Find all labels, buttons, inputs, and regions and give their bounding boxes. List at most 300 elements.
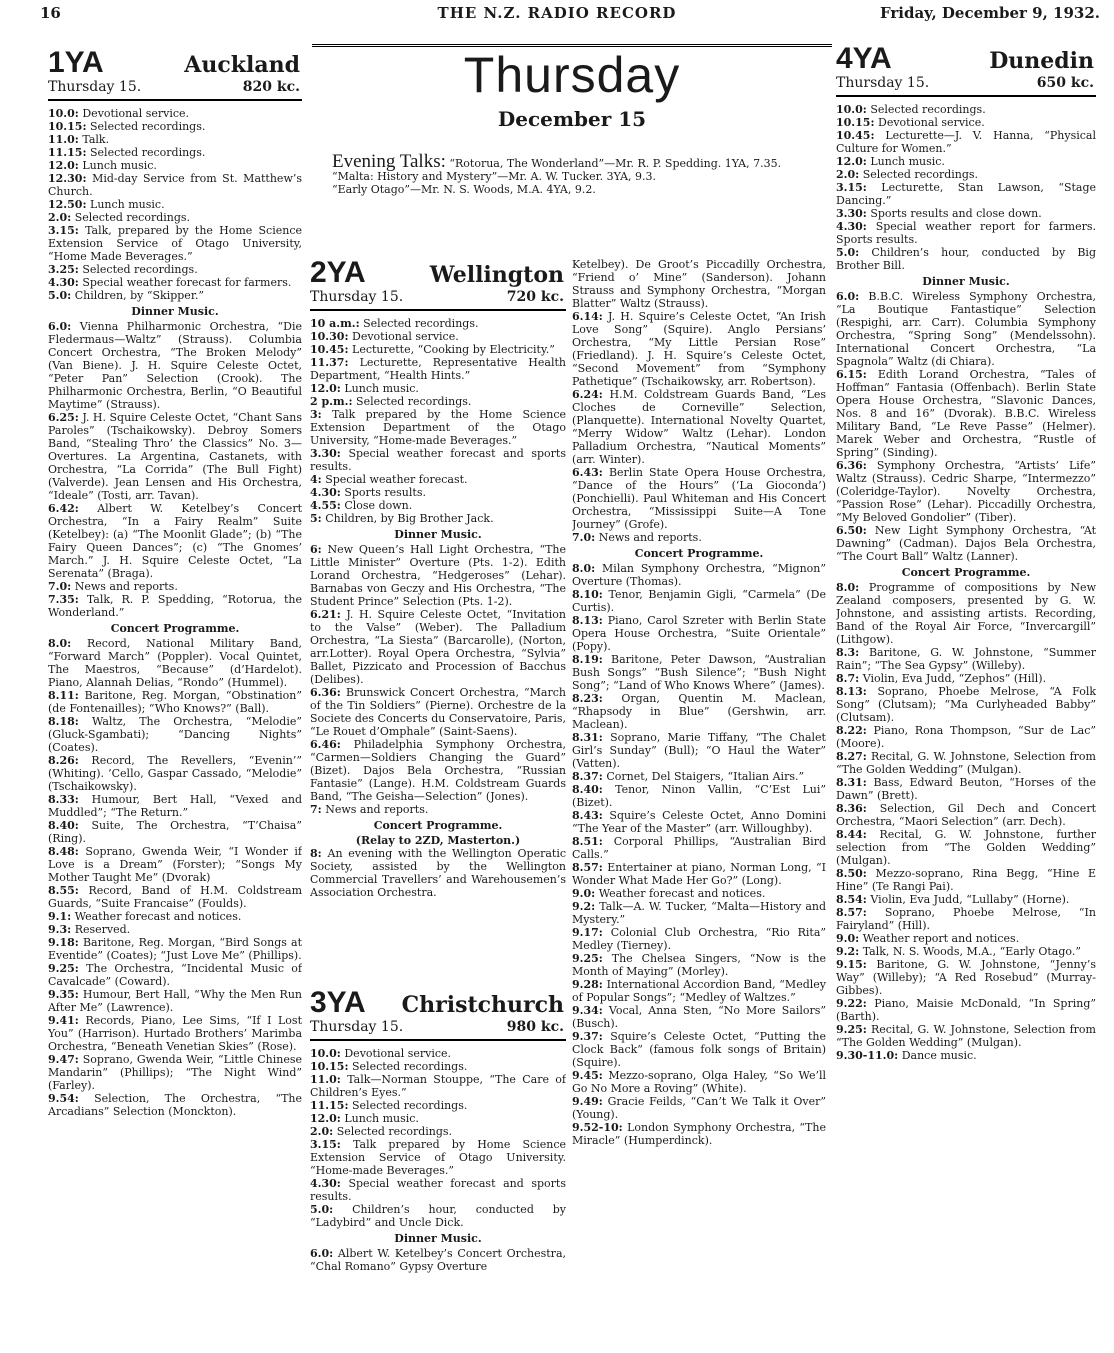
entry-time: 2.0: — [48, 211, 72, 224]
programme-entry — [310, 1203, 566, 1229]
entry-time: 9.47: — [48, 1053, 79, 1066]
entry-text: Soprano, Phoebe Melrose, “In Fairyland” (Hill). — [836, 906, 1096, 932]
station-frequency: 980 kc. — [506, 1019, 564, 1035]
programme-entry — [310, 1177, 566, 1203]
programme-entry — [836, 828, 1096, 867]
entry-text: Ketelbey). De Groot’s Piccadilly Orchestra, “Friend o’ Mine” (Sanderson). Johann Strauss and Symphony Orchestra, “Morgan Blatter” Waltz (Strauss). — [572, 258, 826, 310]
programme-entry — [48, 224, 302, 263]
entry-text: Edith Lorand Orchestra, “Tales of Hoffman” Fantasia (Offenbach). Berlin State Opera House Orchestra, “Slavonic Dances, Nos. 8 and 16” (Dvorak). B.B.C. Wireless Military Band, “Le Reve Passe” (Helmer). Marek Weber and Orchestra, “Rustle of Spring” (Sinding). — [836, 368, 1096, 459]
programme-entry — [836, 181, 1096, 207]
programme-entry — [310, 317, 566, 330]
entry-time: 9.34: — [572, 1004, 603, 1017]
entry-text: Milan Symphony Orchestra, “Mignon” Overture (Thomas). — [572, 562, 826, 588]
programme-entry — [48, 120, 302, 133]
entry-text: Albert W. Ketelbey’s Concert Orchestra, “Chal Romano” Gypsy Overture — [310, 1247, 566, 1273]
programme-list — [310, 317, 566, 899]
entry-text: Selected recordings. — [862, 168, 979, 181]
entry-time: 7.0: — [572, 531, 596, 544]
entry-text: New Light Symphony Orchestra, “At Dawning” (Cadman). Dajos Bela Orchestra, “The Court Ball” Waltz (Lanner). — [836, 524, 1096, 563]
banner-day: Thursday — [463, 47, 681, 103]
programme-entry — [836, 1049, 1096, 1062]
programme-entry — [572, 388, 826, 466]
entry-text: Selected recordings. — [336, 1125, 453, 1138]
entry-time: 8.51: — [572, 835, 603, 848]
entry-text: Baritone, G. W. Johnstone, “Jenny’s Way” (Willeby); “A Red Rosebud” (Murray-Gibbes). — [836, 958, 1096, 997]
entry-text: Baritone, Reg. Morgan, “Obstination” (de Fontenailles); “Who Knows?” (Ball). — [48, 689, 302, 715]
entry-time: 7.35: — [48, 593, 79, 606]
entry-time: 8.44: — [836, 828, 867, 841]
programme-entry — [572, 978, 826, 1004]
entry-time: 10.15: — [48, 120, 87, 133]
entry-text: Soprano, Marie Tiffany, “The Chalet Girl’s Sunday” (Bull); “O Haul the Water” (Vatten). — [572, 731, 826, 770]
entry-text: Special weather forecast and sports results. — [310, 1177, 566, 1203]
entry-text: Dance music. — [901, 1049, 977, 1062]
entry-text: Lecturette, Representative Health Department, “Health Hints.” — [310, 356, 566, 382]
programme-entry — [48, 411, 302, 502]
entry-text: Programme of compositions by New Zealand composers, presented by G. W. Johnstone, and assisting artists. Recording, Band of the Royal Air Force, “Invercargill” (Lithgow). — [836, 581, 1096, 646]
programme-entry — [836, 997, 1096, 1023]
programme-entry — [572, 614, 826, 653]
programme-entry — [310, 473, 566, 486]
entry-time: 9.3: — [48, 923, 72, 936]
programme-entry — [836, 581, 1096, 646]
programme-entry — [48, 1014, 302, 1053]
section-heading: Dinner Music. — [394, 528, 482, 541]
entry-time: 8.36: — [836, 802, 867, 815]
entry-text: Lunch music. — [82, 159, 157, 172]
entry-time: 8.40: — [572, 783, 603, 796]
entry-text: Lunch music. — [90, 198, 165, 211]
entry-time: 8.57: — [836, 906, 867, 919]
programme-entry — [310, 738, 566, 803]
programme-entry — [48, 211, 302, 224]
entry-time: 6.0: — [310, 1247, 334, 1260]
station-day: Thursday 15. — [310, 289, 404, 305]
entry-time: 11.15: — [48, 146, 87, 159]
entry-time: 12.30: — [48, 172, 87, 185]
entry-text: The Orchestra, “Incidental Music of Cavalcade” (Coward). — [48, 962, 302, 988]
programme-entry — [572, 1069, 826, 1095]
programme-entry — [836, 524, 1096, 563]
entry-text: Lecturette, Stan Lawson, “Stage Dancing.” — [836, 181, 1096, 207]
talk-line: “Early Otago”—Mr. N. S. Woods, M.A. 4YA, 9.2. — [332, 183, 596, 196]
entry-text: Organ, Quentin M. Maclean, “Rhapsody in Blue” (Gershwin, arr. Maclean). — [572, 692, 826, 731]
programme-entry — [836, 685, 1096, 724]
entry-text: Selection, Gil Dech and Concert Orchestra, “Maori Selection” (arr. Dech). — [836, 802, 1096, 828]
programme-entry — [836, 220, 1096, 246]
entry-text: H.M. Coldstream Guards Band, “Les Cloches de Corneville” Selection, (Planquette). International Novelty Quartet, “Merry Widow” Waltz (Lehar). London Palladium Orchestra, “Nautical Moments” (arr. Winter). — [572, 388, 826, 466]
programme-list — [572, 258, 826, 1147]
entry-text: An evening with the Wellington Operatic Society, assisted by the Wellington Commercial Travellers’ and Warehousemen’s Association Orchestra. — [310, 847, 566, 899]
entry-text: Children, by “Skipper.” — [74, 289, 204, 302]
entry-text: The Chelsea Singers, “Now is the Month of Maying” (Morley). — [572, 952, 826, 978]
entry-time: 4.30: — [310, 1177, 341, 1190]
programme-entry — [836, 906, 1096, 932]
entry-text: Weather report and notices. — [862, 932, 1020, 945]
entry-text: International Accordion Band, “Medley of Popular Songs”; “Medley of Waltzes.” — [572, 978, 826, 1004]
programme-entry — [48, 1053, 302, 1092]
entry-time: 8.43: — [572, 809, 603, 822]
entry-time: 6.14: — [572, 310, 603, 323]
entry-text: J. H. Squire Celeste Octet, “Chant Sans Paroles” (Tschaikowsky). Debroy Somers Band, “Stealing Thro’ the Classics” No. 3—Overtures. La Argentina, Castanets, with Orchestra, “La Corrida” (The Bull Fight) (Valverde). Jean Lensen and His Orchestra, “Ideale” (Tosti, arr. Tavan). — [48, 411, 302, 502]
entry-text: Talk—Norman Stouppe, “The Care of Children’s Eyes.” — [310, 1073, 566, 1099]
programme-list — [48, 107, 302, 1118]
programme-entry — [572, 653, 826, 692]
entry-time: 8.0: — [48, 637, 72, 650]
programme-entry — [48, 689, 302, 715]
programme-entry — [48, 580, 302, 593]
entry-time: 9.28: — [572, 978, 603, 991]
programme-entry — [836, 290, 1096, 368]
programme-entry — [310, 1138, 566, 1177]
programme-entry — [836, 867, 1096, 893]
entry-time: 8.26: — [48, 754, 79, 767]
column-3ya-continued — [572, 258, 826, 1348]
entry-text: Tenor, Benjamin Gigli, “Carmela” (De Curtis). — [572, 588, 826, 614]
publication-title: THE N.Z. RADIO RECORD — [437, 4, 677, 22]
station-city: Dunedin — [989, 48, 1094, 74]
entry-text: Selection, The Orchestra, “The Arcadians” Selection (Monckton). — [48, 1092, 302, 1118]
entry-time: 3.25: — [48, 263, 79, 276]
entry-time: 6.21: — [310, 608, 341, 621]
entry-text: Special weather forecast. — [325, 473, 468, 486]
entry-time: 10.0: — [48, 107, 79, 120]
entry-text: Selected recordings. — [90, 120, 206, 133]
station-header-1ya — [48, 48, 302, 95]
programme-entry — [310, 499, 566, 512]
entry-text: J. H. Squire’s Celeste Octet, “An Irish Love Song” (Squire). Anglo Persians’ Orchestra, “My Little Persian Rose” (Friedland). J. H. Squire’s Celeste Octet, “Second Movement” from “Symphony Pathetique” (Tschaikowsky, arr. Robertson). — [572, 310, 826, 388]
station-frequency: 820 kc. — [242, 79, 300, 95]
entry-time: 8.48: — [48, 845, 79, 858]
entry-text: Soprano, Gwenda Weir, “Little Chinese Mandarin” (Phillips); “The Night Wind” (Farley). — [48, 1053, 302, 1092]
programme-entry — [836, 932, 1096, 945]
entry-text: Vienna Philharmonic Orchestra, “Die Fledermaus—Waltz” (Strauss). Columbia Concert Orchestra, “The Broken Melody” (Van Biene). J. H. Squire Celeste Octet, “Peter Pan” Selection (Crook). The Philharmonic Orchestra, Berlin, “O Beautiful Maytime” (Strauss). — [48, 320, 302, 411]
entry-time: 7: — [310, 803, 322, 816]
programme-entry — [48, 276, 302, 289]
entry-text: Recital, G. W. Johnstone, further selection from “The Golden Wedding” (Mulgan). — [836, 828, 1096, 867]
entry-text: Selected recordings. — [82, 263, 198, 276]
entry-time: 8.13: — [572, 614, 603, 627]
programme-entry — [310, 512, 566, 525]
section-heading: Concert Programme. — [901, 566, 1031, 579]
programme-entry — [310, 486, 566, 499]
entry-text: Suite, The Orchestra, “T’Chaisa” (Ring). — [48, 819, 302, 845]
entry-text: Close down. — [344, 499, 413, 512]
entry-text: Lunch music. — [870, 155, 945, 168]
entry-text: Talk, R. P. Spedding, “Rotorua, the Wonderland.” — [48, 593, 302, 619]
programme-entry — [310, 382, 566, 395]
entry-time: 12.0: — [48, 159, 79, 172]
station-header-3ya — [310, 988, 566, 1035]
entry-text: Gracie Feilds, “Can’t We Talk it Over” (Young). — [572, 1095, 826, 1121]
entry-time: 10.45: — [836, 129, 875, 142]
evening-talks-label: Evening Talks: — [332, 151, 446, 172]
entry-text: Albert W. Ketelbey’s Concert Orchestra, “In a Fairy Realm” Suite (Ketelbey): (a) “The Moonlit Glade”; (b) “The Fairy Queen Dances”; (c) “The Gnomes’ March.” J. H. Squire Celeste Octet, “La Serenata” (Braga). — [48, 502, 302, 580]
entry-time: 6.0: — [836, 290, 860, 303]
programme-entry — [836, 1023, 1096, 1049]
programme-entry — [48, 502, 302, 580]
station-day: Thursday 15. — [836, 75, 930, 91]
programme-entry — [572, 1095, 826, 1121]
entry-text: Entertainer at piano, Norman Long, “I Wonder What Made Her Go?” (Long). — [572, 861, 826, 887]
programme-entry — [572, 952, 826, 978]
entry-time: 8.50: — [836, 867, 867, 880]
entry-text: Piano, Carol Szreter with Berlin State Opera House Orchestra, “Suite Orientale” (Popy). — [572, 614, 826, 653]
entry-text: Record, National Military Band, “Forward March” (Poppler). Vocal Quintet, The Maestros, “Because” (d’Hardelot). Piano, Alannah Delias, “Rondo” (Hummel). — [48, 637, 302, 689]
entry-time: 5.0: — [310, 1203, 334, 1216]
entry-text: Tenor, Ninon Vallin, “C’Est Lui” (Bizet). — [572, 783, 826, 809]
entry-text: Record, Band of H.M. Coldstream Guards, “Suite Francaise” (Foulds). — [48, 884, 302, 910]
entry-text: Sports results. — [344, 486, 426, 499]
column-4ya — [836, 44, 1096, 1348]
programme-entry — [48, 936, 302, 962]
entry-time: 10.0: — [310, 1047, 341, 1060]
entry-time: 4.30: — [48, 276, 79, 289]
entry-time: 5.0: — [48, 289, 72, 302]
entry-text: Devotional service. — [82, 107, 190, 120]
entry-text: Lecturette, “Cooking by Electricity.” — [352, 343, 555, 356]
programme-entry — [48, 159, 302, 172]
entry-time: 9.0: — [572, 887, 596, 900]
programme-entry — [572, 1121, 826, 1147]
programme-entry — [310, 356, 566, 382]
programme-entry — [48, 923, 302, 936]
entry-text: Lecturette—J. V. Hanna, “Physical Culture for Women.” — [836, 129, 1096, 155]
programme-entry — [310, 395, 566, 408]
entry-text: Corporal Phillips, “Australian Bird Calls.” — [572, 835, 826, 861]
programme-entry — [310, 1060, 566, 1073]
programme-entry — [310, 608, 566, 686]
programme-entry — [836, 893, 1096, 906]
entry-text: Philadelphia Symphony Orchestra, “Carmen—Soldiers Changing the Guard” (Bizet). Dajos Bela Orchestra, “Russian Fantasie” (Lange). H.M. Coldstream Guards Band, “The Geisha—Selection” (Jones). — [310, 738, 566, 803]
day-banner — [312, 44, 832, 196]
entry-text: Lunch music. — [344, 382, 419, 395]
entry-text: Squire’s Celeste Octet, Anno Domini “The Year of the Master” (arr. Willoughby). — [572, 809, 826, 835]
programme-entry — [310, 408, 566, 447]
programme-entry — [572, 731, 826, 770]
entry-text: News and reports. — [325, 803, 429, 816]
entry-time: 8.23: — [572, 692, 603, 705]
entry-time: 11.15: — [310, 1099, 349, 1112]
programme-entry — [310, 330, 566, 343]
entry-text: Talk prepared by Home Science Extension Service of Otago University. “Home-made Beverages.” — [310, 1138, 566, 1177]
entry-text: Humour, Bert Hall, “Vexed and Muddled”; “The Return.” — [48, 793, 302, 819]
entry-text: Violin, Eva Judd, “Lullaby” (Horne). — [870, 893, 1070, 906]
section-heading: Dinner Music. — [922, 275, 1010, 288]
entry-time: 8.33: — [48, 793, 79, 806]
programme-entry — [836, 129, 1096, 155]
station-frequency: 650 kc. — [1036, 75, 1094, 91]
entry-time: 5: — [310, 512, 322, 525]
entry-time: 12.50: — [48, 198, 87, 211]
station-city: Wellington — [429, 262, 564, 288]
entry-text: Piano, Rona Thompson, “Sur de Lac” (Moore). — [836, 724, 1096, 750]
programme-entry — [48, 819, 302, 845]
callsign: 3YA — [310, 988, 366, 1019]
entry-text: Talk, prepared by the Home Science Extension Service of Otago University, “Home Made Beverages.” — [48, 224, 302, 263]
entry-time: 6.43: — [572, 466, 603, 479]
entry-time: 8.27: — [836, 750, 867, 763]
programme-entry — [48, 133, 302, 146]
section-heading: Dinner Music. — [394, 1232, 482, 1245]
page-header — [0, 0, 1114, 26]
programme-entry — [836, 802, 1096, 828]
entry-time: 8.18: — [48, 715, 79, 728]
column-2ya — [310, 258, 566, 948]
entry-time: 8.57: — [572, 861, 603, 874]
station-day: Thursday 15. — [48, 79, 142, 95]
entry-time: 3.15: — [310, 1138, 341, 1151]
entry-text: Piano, Maisie McDonald, “In Spring” (Barth). — [836, 997, 1096, 1023]
entry-text: News and reports. — [598, 531, 702, 544]
entry-text: Waltz, The Orchestra, “Melodie” (Gluck-Sgambati); “Dancing Nights” (Coates). — [48, 715, 302, 754]
entry-text: Devotional service. — [344, 1047, 452, 1060]
entry-time: 11.0: — [310, 1073, 341, 1086]
programme-entry — [836, 103, 1096, 116]
programme-entry — [48, 988, 302, 1014]
entry-time: 6.0: — [48, 320, 72, 333]
programme-list — [836, 103, 1096, 1062]
column-1ya — [48, 48, 302, 1348]
entry-time: 8.3: — [836, 646, 860, 659]
entry-text: Devotional service. — [352, 330, 459, 343]
entry-text: Vocal, Anna Sten, “No More Sailors” (Busch). — [572, 1004, 826, 1030]
entry-time: 8.31: — [572, 731, 603, 744]
programme-entry — [310, 1112, 566, 1125]
station-city: Christchurch — [401, 992, 564, 1018]
entry-text: Selected recordings. — [356, 395, 472, 408]
entry-text: Talk, N. S. Woods, M.A., “Early Otago.” — [862, 945, 1081, 958]
programme-entry — [572, 809, 826, 835]
programme-entry — [836, 945, 1096, 958]
entry-time: 11.37: — [310, 356, 349, 369]
entry-time: 6.42: — [48, 502, 79, 515]
programme-entry — [572, 562, 826, 588]
callsign: 4YA — [836, 44, 892, 75]
entry-time: 2.0: — [836, 168, 860, 181]
station-city: Auckland — [184, 52, 300, 78]
entry-text: Selected recordings. — [90, 146, 206, 159]
entry-text: Mid-day Service from St. Matthew’s Church. — [48, 172, 302, 198]
entry-time: 4: — [310, 473, 322, 486]
programme-entry — [836, 750, 1096, 776]
entry-time: 9.2: — [836, 945, 860, 958]
entry-time: 8: — [310, 847, 322, 860]
entry-text: Recital, G. W. Johnstone, Selection from “The Golden Wedding” (Mulgan). — [836, 1023, 1096, 1049]
programme-entry — [310, 847, 566, 899]
divider — [48, 99, 302, 101]
entry-text: Baritone, G. W. Johnstone, “Summer Rain”; “The Sea Gypsy” (Willeby). — [836, 646, 1096, 672]
entry-time: 9.18: — [48, 936, 79, 949]
entry-text: Humour, Bert Hall, “Why the Men Run After Me” (Lawrence). — [48, 988, 302, 1014]
programme-list — [310, 1047, 566, 1273]
entry-time: 8.0: — [572, 562, 596, 575]
entry-time: 10.0: — [836, 103, 867, 116]
programme-entry — [310, 1073, 566, 1099]
entry-text: Mezzo-soprano, Olga Haley, “So We’ll Go No More a Roving” (White). — [572, 1069, 826, 1095]
programme-entry — [572, 1030, 826, 1069]
station-frequency: 720 kc. — [506, 289, 564, 305]
section-heading: Concert Programme. — [634, 547, 764, 560]
entry-text: Bass, Edward Beuton, “Horses of the Dawn” (Brett). — [836, 776, 1096, 802]
programme-entry — [572, 588, 826, 614]
entry-time: 11.0: — [48, 133, 79, 146]
evening-talks — [312, 151, 832, 196]
programme-entry — [572, 258, 826, 310]
programme-entry — [572, 926, 826, 952]
programme-entry — [48, 637, 302, 689]
entry-time: 12.0: — [310, 382, 341, 395]
programme-entry — [836, 776, 1096, 802]
programme-entry — [836, 672, 1096, 685]
entry-time: 9.22: — [836, 997, 867, 1010]
entry-time: 6.50: — [836, 524, 867, 537]
entry-time: 9.25: — [572, 952, 603, 965]
entry-time: 8.22: — [836, 724, 867, 737]
entry-text: J. H. Squire Celeste Octet, “Invitation to the Valse” (Weber). The Palladium Orchestra, “La Siesta” (Barcarolle), (Norton, arr.Lotter). Royal Opera Orchestra, “Sylvia” Ballet, Pizzicato and Procession of Bacchus (Delibes). — [310, 608, 566, 686]
entry-time: 12.0: — [836, 155, 867, 168]
entry-time: 10.30: — [310, 330, 349, 343]
programme-entry — [572, 835, 826, 861]
entry-time: 9.25: — [836, 1023, 867, 1036]
programme-entry — [836, 459, 1096, 524]
programme-entry — [310, 447, 566, 473]
entry-text: Children’s hour, conducted by “Ladybird” and Uncle Dick. — [310, 1203, 566, 1229]
entry-text: Baritone, Reg. Morgan, “Bird Songs at Eventide” (Coates); “Just Love Me” (Phillips). — [48, 936, 302, 962]
entry-time: 3.30: — [836, 207, 867, 220]
programme-entry — [572, 1004, 826, 1030]
entry-time: 8.55: — [48, 884, 79, 897]
section-heading: Concert Programme. — [373, 819, 503, 832]
entry-time: 8.40: — [48, 819, 79, 832]
programme-entry — [572, 692, 826, 731]
programme-entry — [836, 646, 1096, 672]
entry-time: 8.54: — [836, 893, 867, 906]
entry-time: 8.19: — [572, 653, 603, 666]
entry-time: 9.41: — [48, 1014, 79, 1027]
entry-text: Special weather report for farmers. Sports results. — [836, 220, 1096, 246]
callsign: 1YA — [48, 48, 104, 79]
entry-text: Records, Piano, Lee Sims, “If I Lost You” (Harrison). Hurtado Brothers’ Marimba Orchestra, “Beneath Venetian Skies” (Rose). — [48, 1014, 302, 1053]
entry-time: 6.36: — [836, 459, 867, 472]
entry-time: 2.0: — [310, 1125, 334, 1138]
station-day: Thursday 15. — [310, 1019, 404, 1035]
entry-time: 8.37: — [572, 770, 603, 783]
programme-entry — [48, 754, 302, 793]
programme-entry — [310, 686, 566, 738]
entry-text: Recital, G. W. Johnstone, Selection from “The Golden Wedding” (Mulgan). — [836, 750, 1096, 776]
programme-entry — [310, 1247, 566, 1273]
programme-entry — [48, 715, 302, 754]
programme-entry — [310, 1047, 566, 1060]
programme-entry — [48, 884, 302, 910]
programme-entry — [572, 783, 826, 809]
entry-time: 7.0: — [48, 580, 72, 593]
entry-time: 9.17: — [572, 926, 603, 939]
entry-text: Selected recordings. — [870, 103, 986, 116]
programme-entry — [48, 198, 302, 211]
entry-text: Colonial Club Orchestra, “Rio Rita” Medley (Tierney). — [572, 926, 826, 952]
entry-text: Mezzo-soprano, Rina Begg, “Hine E Hine” (Te Rangi Pai). — [836, 867, 1096, 893]
entry-text: Special weather forecast for farmers. — [82, 276, 292, 289]
programme-entry — [310, 1125, 566, 1138]
entry-text: Symphony Orchestra, “Artists’ Life” Waltz (Strauss). Cedric Sharpe, “Intermezzo” (Coleridge-Taylor). Novelty Orchestra, “Passion Rose” (Lehar). Piccadilly Orchestra, “My Beloved Gondolier” (Tiber). — [836, 459, 1096, 524]
talk-line: “Malta: History and Mystery”—Mr. A. W. Tucker. 3YA, 9.3. — [332, 170, 656, 183]
section-heading: (Relay to 2ZD, Masterton.) — [355, 834, 521, 847]
divider — [310, 1039, 566, 1041]
entry-text: New Queen’s Hall Light Orchestra, “The Little Minister” Overture (Pts. 1-2). Edith Lorand Orchestra, “Hedgeroses” (Lehar). Barnabas von Geczy and His Orchestra, “The Student Prince” Selection (Pts. 1-2). — [310, 543, 566, 608]
entry-text: News and reports. — [74, 580, 178, 593]
